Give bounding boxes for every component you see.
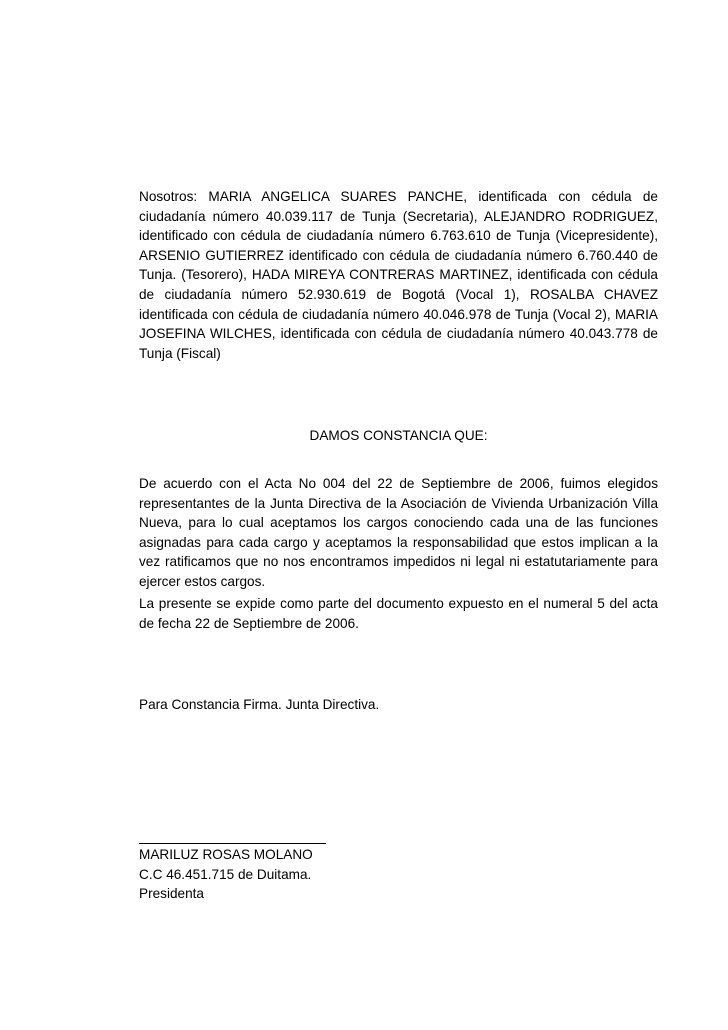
signer-id: C.C 46.451.715 de Duitama. <box>139 866 312 882</box>
closing-line: Para Constancia Firma. Junta Directiva. <box>139 697 380 712</box>
signer-name: MARILUZ ROSAS MOLANO <box>139 847 313 862</box>
members-paragraph: Nosotros: MARIA ANGELICA SUARES PANCHE, identificada con cédula de ciudadanía número 40.039.117 de Tunja (Secretaria), ALEJANDRO RODRIGUEZ, identificado con cédula de ciudadanía número 6.763.610 de Tunja (Vicepresidente), ARSENIO GUTIERREZ identificado con cédula de ciudadanía número 6.760.440 de Tunja. (Tesorero), HADA MIREYA CONTRERAS MARTINEZ, identificada con cédula de ciudadanía número 52.930.619 de Bogotá (Vocal 1), ROSALBA CHAVEZ identificada con cédula de ciudadanía número 40.046.978 de Tunja (Vocal 2), MARIA JOSEFINA WILCHES, identificada con cédula de ciudadanía número 40.043.778 de Tunja (Fiscal) <box>139 189 658 361</box>
expedition-paragraph: La presente se expide como parte del documento expuesto en el numeral 5 del acta de fecha 22 de Septiembre de 2006. <box>139 596 658 631</box>
signature-line <box>139 843 326 844</box>
acta-paragraph: De acuerdo con el Acta No 004 del 22 de Septiembre de 2006, fuimos elegidos representantes de la Junta Directiva de la Asociación de Vivienda Urbanización Villa Nueva, para lo cual aceptamos los cargos conociendo cada una de las funciones asignadas para cada cargo y aceptamos la responsabilidad que estos implican a la vez ratificamos que no nos encontramos impedidos ni legal ni estatutariamente para ejercer estos cargos. <box>139 476 658 589</box>
signer-role: Presidenta <box>139 886 204 902</box>
signature-block <box>139 845 313 904</box>
constancia-heading: DAMOS CONSTANCIA QUE: <box>309 428 488 443</box>
